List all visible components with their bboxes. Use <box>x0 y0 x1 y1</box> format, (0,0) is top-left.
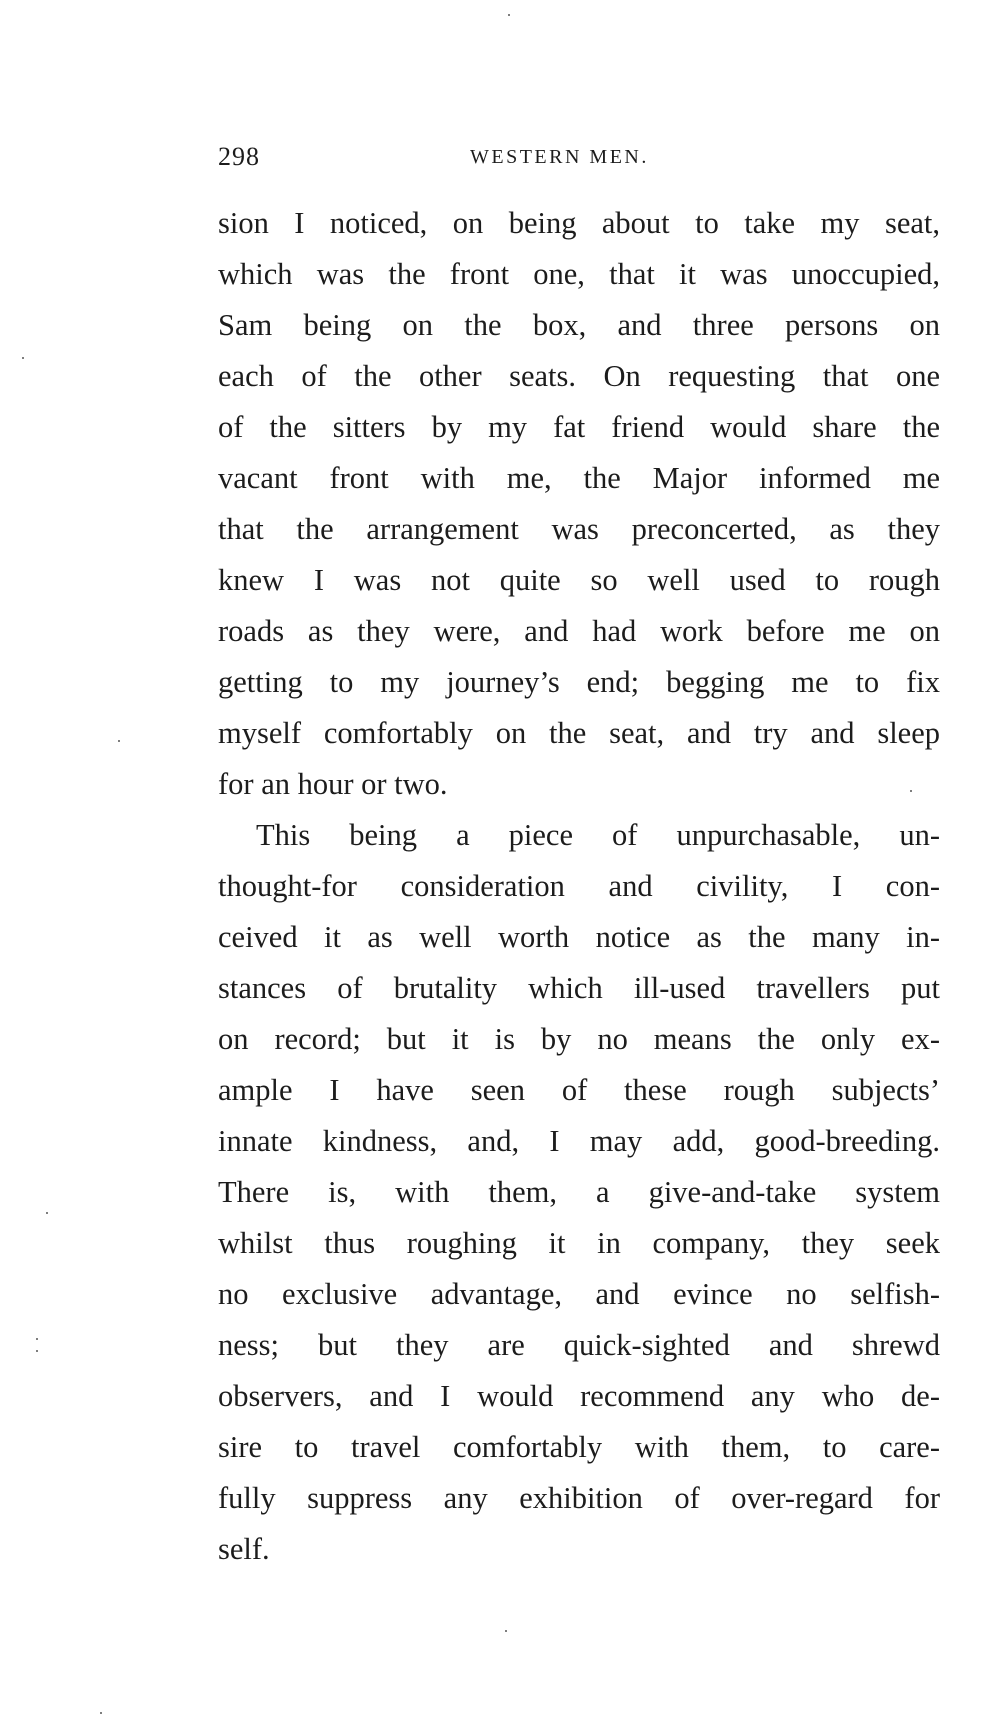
text-line: no exclusive advantage, and evince no selfish- <box>218 1277 940 1311</box>
paper-speck <box>910 790 912 792</box>
paper-speck <box>36 1350 38 1352</box>
text-line: getting to my journey’s end; begging me to fix <box>218 665 940 699</box>
text-line: There is, with them, a give-and-take system <box>218 1175 940 1209</box>
paper-speck <box>36 1338 38 1340</box>
running-title: WESTERN MEN. <box>470 146 649 168</box>
text-line: self. <box>218 1532 270 1566</box>
page-header <box>218 142 940 182</box>
paper-speck <box>505 1630 507 1632</box>
text-line: sion I noticed, on being about to take my seat, <box>218 206 940 240</box>
text-line: ceived it as well worth notice as the many in- <box>218 920 940 954</box>
paper-speck <box>46 1212 48 1214</box>
text-line: thought-for consideration and civility, I con- <box>218 869 940 903</box>
text-line: each of the other seats. On requesting that one <box>218 359 940 393</box>
text-line: that the arrangement was preconcerted, as they <box>218 512 940 546</box>
text-line: sire to travel comfortably with them, to care- <box>218 1430 940 1464</box>
text-line: roads as they were, and had work before me on <box>218 614 940 648</box>
text-line: innate kindness, and, I may add, good-breeding. <box>218 1124 940 1158</box>
text-line: myself comfortably on the seat, and try and sleep <box>218 716 940 750</box>
body-text <box>218 198 940 1575</box>
text-line: ness; but they are quick-sighted and shrewd <box>218 1328 940 1362</box>
paragraph-1 <box>218 198 940 810</box>
paper-speck <box>100 1712 102 1714</box>
page-number: 298 <box>218 142 260 171</box>
text-line: stances of brutality which ill-used travellers put <box>218 971 940 1005</box>
text-line: Sam being on the box, and three persons on <box>218 308 940 342</box>
text-line: for an hour or two. <box>218 767 448 801</box>
paper-speck <box>508 14 510 16</box>
text-line: fully suppress any exhibition of over-regard for <box>218 1481 940 1515</box>
text-line: of the sitters by my fat friend would share the <box>218 410 940 444</box>
paragraph-2 <box>218 810 940 1575</box>
text-line: vacant front with me, the Major informed me <box>218 461 940 495</box>
text-line: on record; but it is by no means the only ex- <box>218 1022 940 1056</box>
text-line: ample I have seen of these rough subjects’ <box>218 1073 940 1107</box>
paper-speck <box>22 357 24 359</box>
text-line: knew I was not quite so well used to rough <box>218 563 940 597</box>
text-line: observers, and I would recommend any who de- <box>218 1379 940 1413</box>
text-line: which was the front one, that it was unoccupied, <box>218 257 940 291</box>
text-line: This being a piece of unpurchasable, un- <box>256 818 940 852</box>
text-line: whilst thus roughing it in company, they seek <box>218 1226 940 1260</box>
paper-speck <box>118 740 120 742</box>
